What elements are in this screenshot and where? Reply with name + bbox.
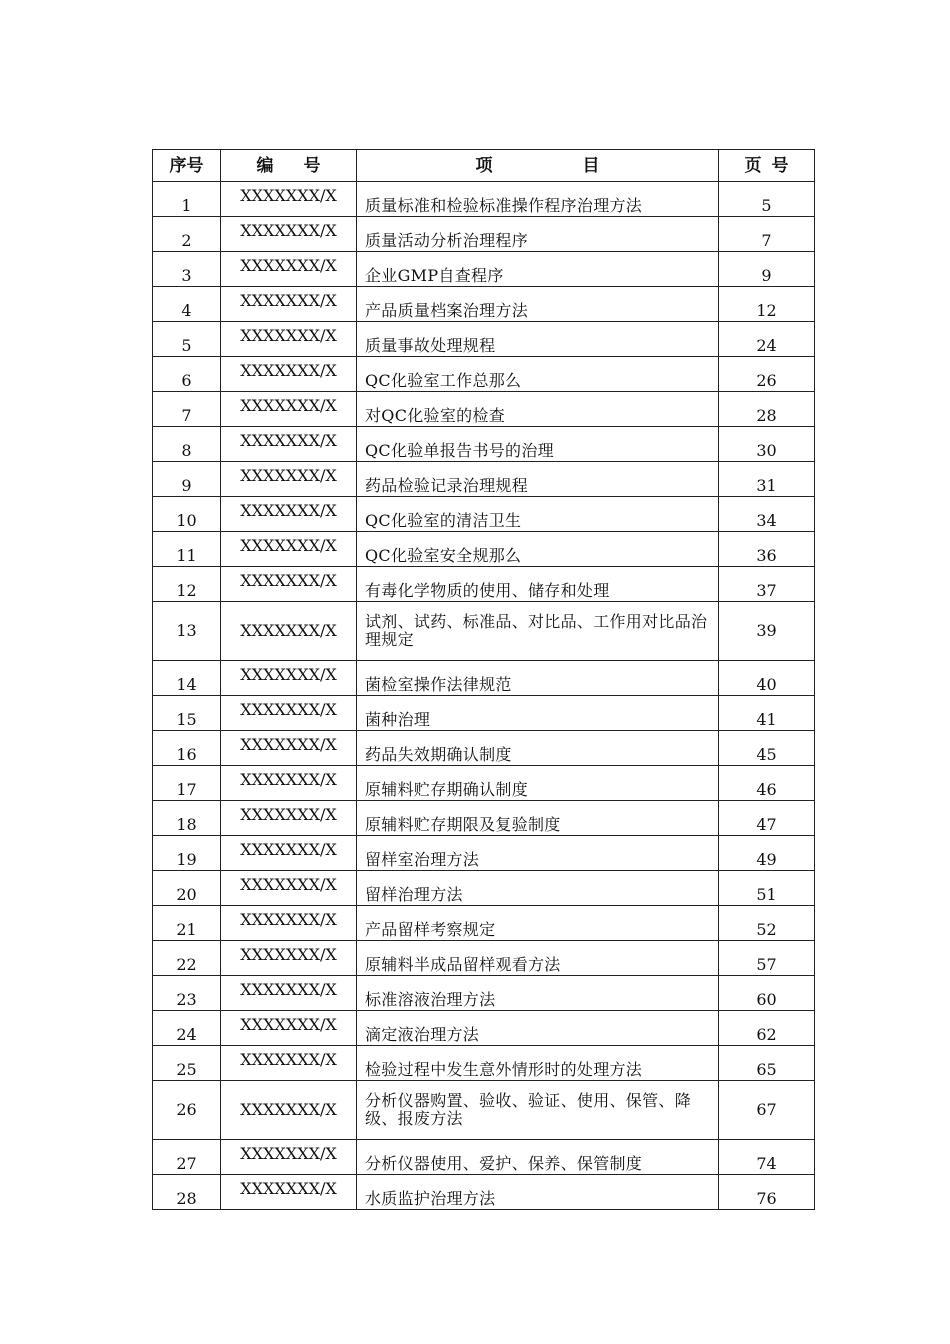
table-row [153,906,815,941]
table-row [153,567,815,602]
header-page [719,150,815,182]
header-page-label: 页号 [744,155,799,176]
row-page: 67 [719,1081,815,1140]
row-item: QC化验室的清洁卫生 [357,497,719,532]
row-item: 菌检室操作法律规范 [357,661,719,696]
row-index: 10 [153,497,221,532]
row-index: 15 [153,696,221,731]
row-item: 质量活动分析治理程序 [357,217,719,252]
row-page: 40 [719,661,815,696]
table-row [153,696,815,731]
row-code: XXXXXXX/X [221,1175,357,1210]
row-item: 有毒化学物质的使用、储存和处理 [357,567,719,602]
row-item: 质量标准和检验标准操作程序治理方法 [357,182,719,217]
row-code: XXXXXXX/X [221,976,357,1011]
row-index: 18 [153,801,221,836]
row-index: 23 [153,976,221,1011]
row-code: XXXXXXX/X [221,567,357,602]
row-page: 36 [719,532,815,567]
row-code: XXXXXXX/X [221,731,357,766]
table-row [153,661,815,696]
row-code: XXXXXXX/X [221,836,357,871]
table-row [153,801,815,836]
row-index: 21 [153,906,221,941]
table-row [153,287,815,322]
row-code: XXXXXXX/X [221,906,357,941]
row-page: 34 [719,497,815,532]
row-code: XXXXXXX/X [221,1011,357,1046]
row-item: 产品留样考察规定 [357,906,719,941]
table-row [153,1046,815,1081]
row-code: XXXXXXX/X [221,392,357,427]
row-index: 11 [153,532,221,567]
row-page: 45 [719,731,815,766]
row-page: 49 [719,836,815,871]
table-row [153,731,815,766]
row-page: 39 [719,602,815,661]
row-code: XXXXXXX/X [221,497,357,532]
row-item: 质量事故处理规程 [357,322,719,357]
row-code: XXXXXXX/X [221,182,357,217]
row-item: 留样治理方法 [357,871,719,906]
row-index: 7 [153,392,221,427]
row-page: 37 [719,567,815,602]
row-item: 分析仪器使用、爱护、保养、保管制度 [357,1140,719,1175]
table-row [153,252,815,287]
row-code: XXXXXXX/X [221,322,357,357]
table-row [153,427,815,462]
row-index: 5 [153,322,221,357]
row-item: 检验过程中发生意外情形时的处理方法 [357,1046,719,1081]
row-index: 24 [153,1011,221,1046]
row-item: 对QC化验室的检查 [357,392,719,427]
row-page: 12 [719,287,815,322]
row-index: 4 [153,287,221,322]
row-index: 13 [153,602,221,661]
header-item-label: 项目 [475,155,690,176]
table-row [153,322,815,357]
row-code: XXXXXXX/X [221,766,357,801]
row-code: XXXXXXX/X [221,661,357,696]
row-index: 22 [153,941,221,976]
row-item: 试剂、试药、标准品、对比品、工作用对比品治理规定 [357,602,719,661]
row-page: 65 [719,1046,815,1081]
row-item: QC化验室安全规那么 [357,532,719,567]
row-code: XXXXXXX/X [221,1140,357,1175]
table-row [153,462,815,497]
table-row [153,941,815,976]
row-page: 76 [719,1175,815,1210]
row-page: 47 [719,801,815,836]
row-code: XXXXXXX/X [221,462,357,497]
row-index: 27 [153,1140,221,1175]
row-index: 3 [153,252,221,287]
header-index: 序号 [153,150,221,182]
row-code: XXXXXXX/X [221,1081,357,1140]
row-index: 8 [153,427,221,462]
table-row [153,976,815,1011]
row-page: 24 [719,322,815,357]
table-row [153,182,815,217]
row-item: QC化验单报告书号的治理 [357,427,719,462]
table-body [153,182,815,1210]
row-item: 菌种治理 [357,696,719,731]
row-item: 分析仪器购置、验收、验证、使用、保管、降级、报废方法 [357,1081,719,1140]
header-item [357,150,719,182]
row-code: XXXXXXX/X [221,1046,357,1081]
row-code: XXXXXXX/X [221,287,357,322]
row-item: 原辅料贮存期确认制度 [357,766,719,801]
row-item: QC化验室工作总那么 [357,357,719,392]
table-row [153,1081,815,1140]
table-row [153,766,815,801]
table-row [153,602,815,661]
row-item: 水质监护治理方法 [357,1175,719,1210]
row-index: 14 [153,661,221,696]
row-page: 30 [719,427,815,462]
row-page: 26 [719,357,815,392]
row-code: XXXXXXX/X [221,532,357,567]
row-code: XXXXXXX/X [221,602,357,661]
row-code: XXXXXXX/X [221,357,357,392]
row-page: 41 [719,696,815,731]
row-index: 20 [153,871,221,906]
table-row [153,1011,815,1046]
row-item: 药品检验记录治理规程 [357,462,719,497]
row-page: 62 [719,1011,815,1046]
row-page: 5 [719,182,815,217]
row-code: XXXXXXX/X [221,252,357,287]
row-page: 74 [719,1140,815,1175]
row-page: 52 [719,906,815,941]
table-row [153,532,815,567]
row-page: 9 [719,252,815,287]
table-row [153,497,815,532]
row-item: 原辅料半成品留样观看方法 [357,941,719,976]
row-index: 19 [153,836,221,871]
table-row [153,1140,815,1175]
row-index: 25 [153,1046,221,1081]
table-row [153,357,815,392]
row-page: 46 [719,766,815,801]
row-index: 26 [153,1081,221,1140]
table-row [153,871,815,906]
row-index: 12 [153,567,221,602]
row-item: 产品质量档案治理方法 [357,287,719,322]
header-row [153,150,815,182]
row-index: 6 [153,357,221,392]
header-code [221,150,357,182]
row-code: XXXXXXX/X [221,427,357,462]
row-page: 57 [719,941,815,976]
row-page: 28 [719,392,815,427]
row-index: 2 [153,217,221,252]
row-index: 16 [153,731,221,766]
row-index: 17 [153,766,221,801]
row-item: 企业GMP自查程序 [357,252,719,287]
table-row [153,1175,815,1210]
row-index: 28 [153,1175,221,1210]
row-code: XXXXXXX/X [221,696,357,731]
row-item: 标准溶液治理方法 [357,976,719,1011]
contents-table [152,149,815,1210]
row-code: XXXXXXX/X [221,871,357,906]
table-row [153,217,815,252]
row-item: 留样室治理方法 [357,836,719,871]
row-code: XXXXXXX/X [221,217,357,252]
row-item: 药品失效期确认制度 [357,731,719,766]
row-code: XXXXXXX/X [221,941,357,976]
row-page: 60 [719,976,815,1011]
row-page: 7 [719,217,815,252]
row-page: 51 [719,871,815,906]
table-row [153,392,815,427]
header-code-label: 编号 [256,155,351,176]
row-code: XXXXXXX/X [221,801,357,836]
row-item: 滴定液治理方法 [357,1011,719,1046]
row-index: 9 [153,462,221,497]
table-row [153,836,815,871]
row-index: 1 [153,182,221,217]
row-page: 31 [719,462,815,497]
row-item: 原辅料贮存期限及复验制度 [357,801,719,836]
